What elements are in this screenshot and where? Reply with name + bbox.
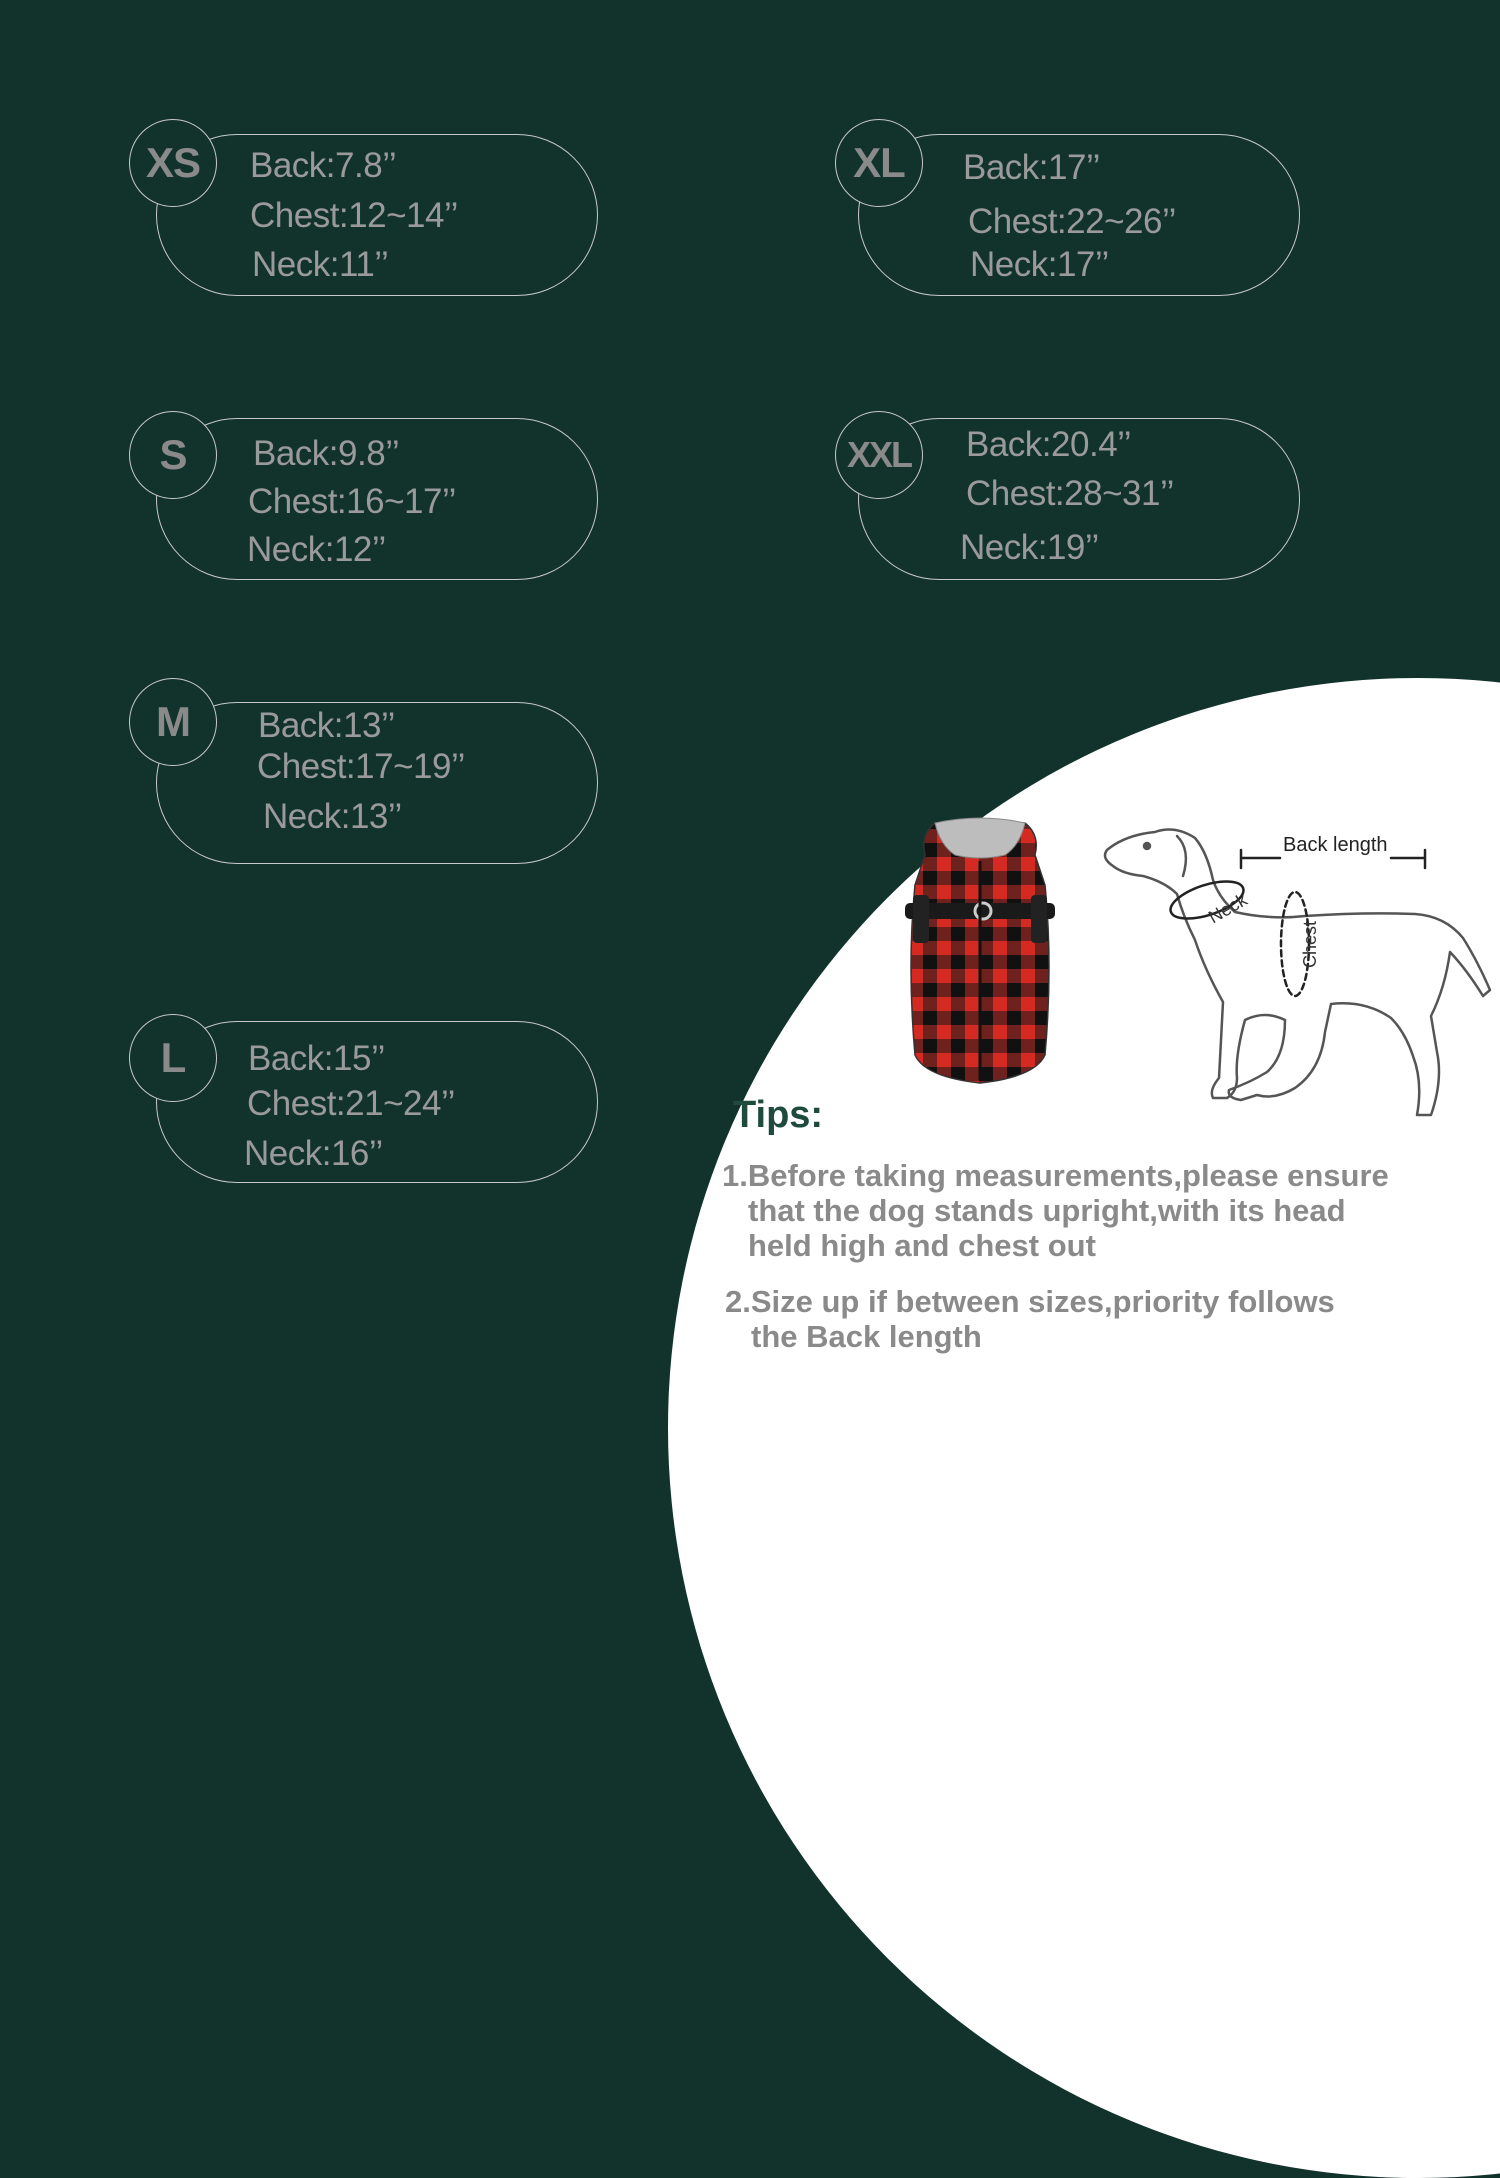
neck-measurement: Neck:11’’ <box>252 245 389 284</box>
tips-title: Tips: <box>733 1094 824 1136</box>
tip-1-line-1: 1.Before taking measurements,please ensure <box>722 1158 1389 1193</box>
neck-measurement: Neck:17’’ <box>970 245 1109 284</box>
back-measurement: Back:7.8’’ <box>250 146 397 185</box>
chest-measurement: Chest:28~31’’ <box>966 474 1174 513</box>
size-badge: S <box>129 411 217 499</box>
dog-diagram <box>1095 820 1495 1120</box>
chest-measurement: Chest:22~26’’ <box>968 202 1176 241</box>
chest-measurement: Chest:16~17’’ <box>248 482 456 521</box>
neck-label: Neck <box>1205 889 1251 928</box>
back-measurement: Back:15’’ <box>248 1039 385 1078</box>
back-measurement: Back:13’’ <box>258 706 395 745</box>
neck-measurement: Neck:16’’ <box>244 1134 383 1173</box>
tip-2 <box>725 1284 1335 1354</box>
back-measurement: Back:9.8’’ <box>253 434 400 473</box>
size-badge: XS <box>129 119 217 207</box>
neck-measurement: Neck:12’’ <box>247 530 386 569</box>
jacket-image <box>895 815 1065 1090</box>
size-badge: XL <box>835 119 923 207</box>
size-badge: L <box>129 1014 217 1102</box>
back-measurement: Back:20.4’’ <box>966 425 1132 464</box>
chest-measurement: Chest:17~19’’ <box>257 747 465 786</box>
size-badge: M <box>129 678 217 766</box>
size-badge: XXL <box>835 411 923 499</box>
chest-measurement: Chest:12~14’’ <box>250 196 458 235</box>
tip-2-line-1: 2.Size up if between sizes,priority follows <box>725 1284 1335 1319</box>
chest-label: Chest <box>1300 920 1320 968</box>
dog-outline-icon <box>1095 820 1495 1120</box>
tip-1-line-2: that the dog stands upright,with its head <box>748 1193 1346 1228</box>
back-length-label: Back length <box>1283 834 1388 856</box>
tip-2-line-2: the Back length <box>751 1319 982 1354</box>
tip-1 <box>722 1158 1389 1263</box>
back-measurement: Back:17’’ <box>963 148 1100 187</box>
neck-measurement: Neck:19’’ <box>960 528 1099 567</box>
neck-measurement: Neck:13’’ <box>263 797 402 836</box>
chest-measurement: Chest:21~24’’ <box>247 1084 455 1123</box>
tip-1-line-3: held high and chest out <box>748 1228 1096 1263</box>
